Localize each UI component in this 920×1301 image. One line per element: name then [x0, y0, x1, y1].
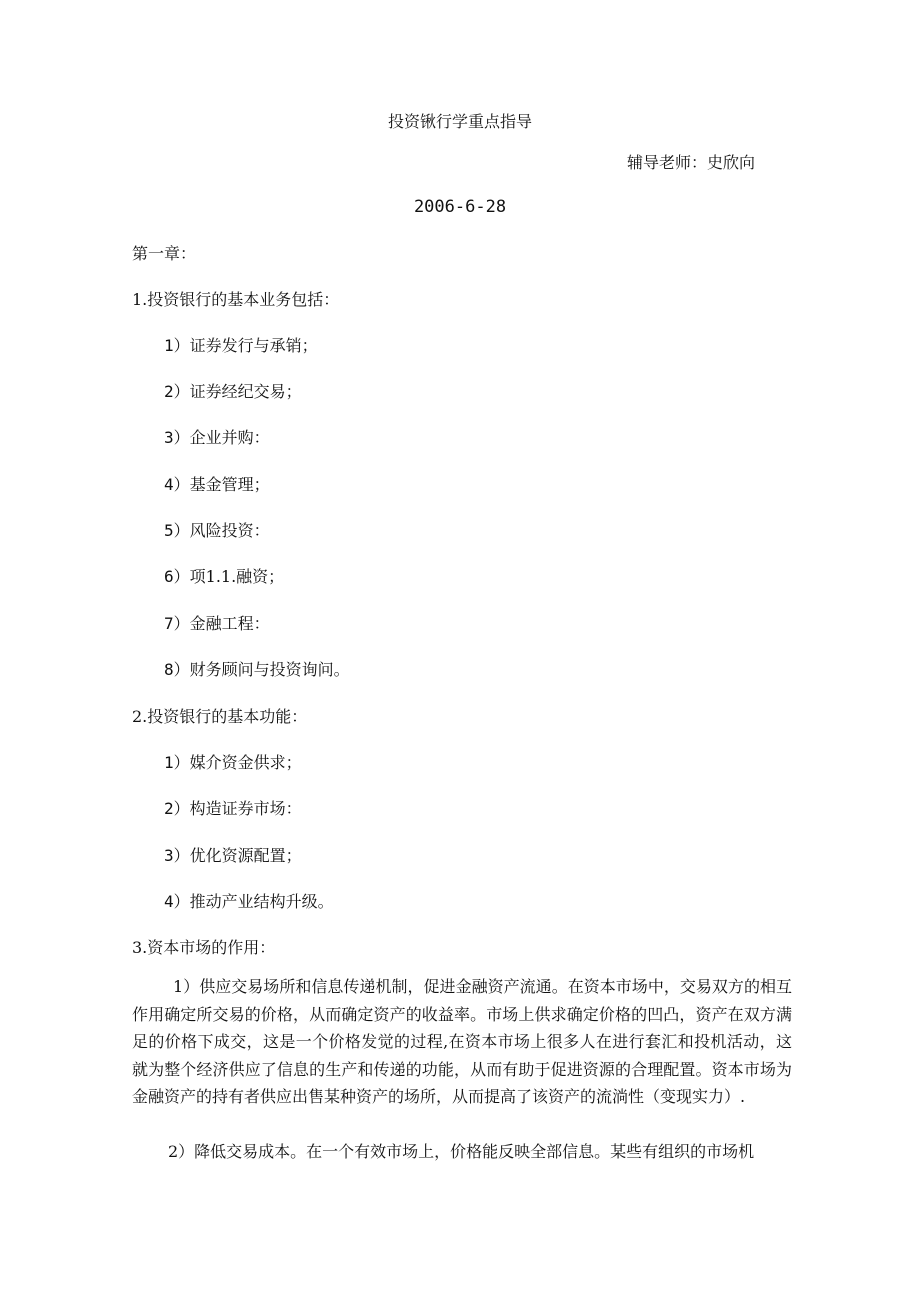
list-item: [164, 428, 270, 448]
body-paragraph-2: 2）降低交易成本。在一个有效市场上，价格能反映全部信息。某些有组织的市场机: [168, 1142, 755, 1161]
list-item-text: 项1.1.融资；: [189, 567, 285, 586]
list-item: [164, 614, 270, 634]
list-item-text: 财务顾问与投资询问。: [189, 660, 350, 679]
list-item: [164, 521, 270, 541]
list-item: [164, 567, 284, 587]
list-item-number: 1）: [164, 753, 190, 772]
list-item-number: 3）: [164, 428, 190, 447]
list-item: [164, 382, 302, 402]
chapter-heading: 第一章：: [132, 244, 197, 263]
list-item-number: 1）: [164, 336, 190, 355]
list-item-number: 4）: [164, 892, 190, 911]
section-heading-2: 2.投资银行的基本功能：: [132, 707, 308, 726]
list-item-number: 4）: [164, 475, 190, 494]
body-paragraph-1: 1）供应交易场所和信息传递机制，促进金融资产流通。在资本市场中，交易双方的相互作用确定所交易的价格，从而确定资产的收益率。市场上供求确定价格的凹凸，资产在双方满足的价格下成交，这是一个价格发觉的过程,在资本市场上很多人在进行套汇和投机活动，这就为整个经济供应了信息的生产和传递的功能，从而有助于促进资源的合理配置。资本市场为金融资产的持有者供应出售某种资产的场所，从而提高了该资产的流淌性（变现实力）.: [132, 977, 792, 1106]
list-item: [164, 336, 318, 356]
list-item-number: 2）: [164, 382, 190, 401]
section-heading-3: 3.资本市场的作用：: [132, 938, 276, 957]
list-item: [164, 892, 334, 912]
list-item-text: 推动产业结构升级。: [189, 892, 334, 911]
list-item: [164, 846, 302, 866]
list-item: [164, 799, 302, 819]
list-item-number: 3）: [164, 846, 190, 865]
list-item-text: 优化资源配置；: [189, 846, 302, 865]
list-item-number: 5）: [164, 521, 190, 540]
list-item-text: 媒介资金供求；: [189, 753, 302, 772]
list-item-text: 证券经纪交易；: [189, 382, 302, 401]
list-item-number: 7）: [164, 614, 190, 633]
list-item-text: 企业并购：: [189, 428, 270, 447]
list-item-number: 8）: [164, 660, 190, 679]
document-title: 投资锹行学重点指导: [387, 112, 532, 131]
list-item-text: 基金管理；: [189, 475, 270, 494]
list-item-text: 构造证券市场：: [189, 799, 302, 818]
document-date: 2006-6-28: [413, 197, 507, 217]
list-item-number: 2）: [164, 799, 190, 818]
list-item: [164, 753, 302, 773]
list-item-text: 证券发行与承销；: [189, 336, 318, 355]
list-item: [164, 475, 270, 495]
section-heading-1: 1.投资银行的基本业务包括：: [132, 290, 340, 309]
list-item-number: 6）: [164, 567, 190, 586]
list-item-text: 风险投资：: [189, 521, 270, 540]
list-item: [164, 660, 350, 680]
teacher-line: 辅导老师：史欣向: [627, 153, 756, 172]
list-item-text: 金融工程：: [189, 614, 270, 633]
